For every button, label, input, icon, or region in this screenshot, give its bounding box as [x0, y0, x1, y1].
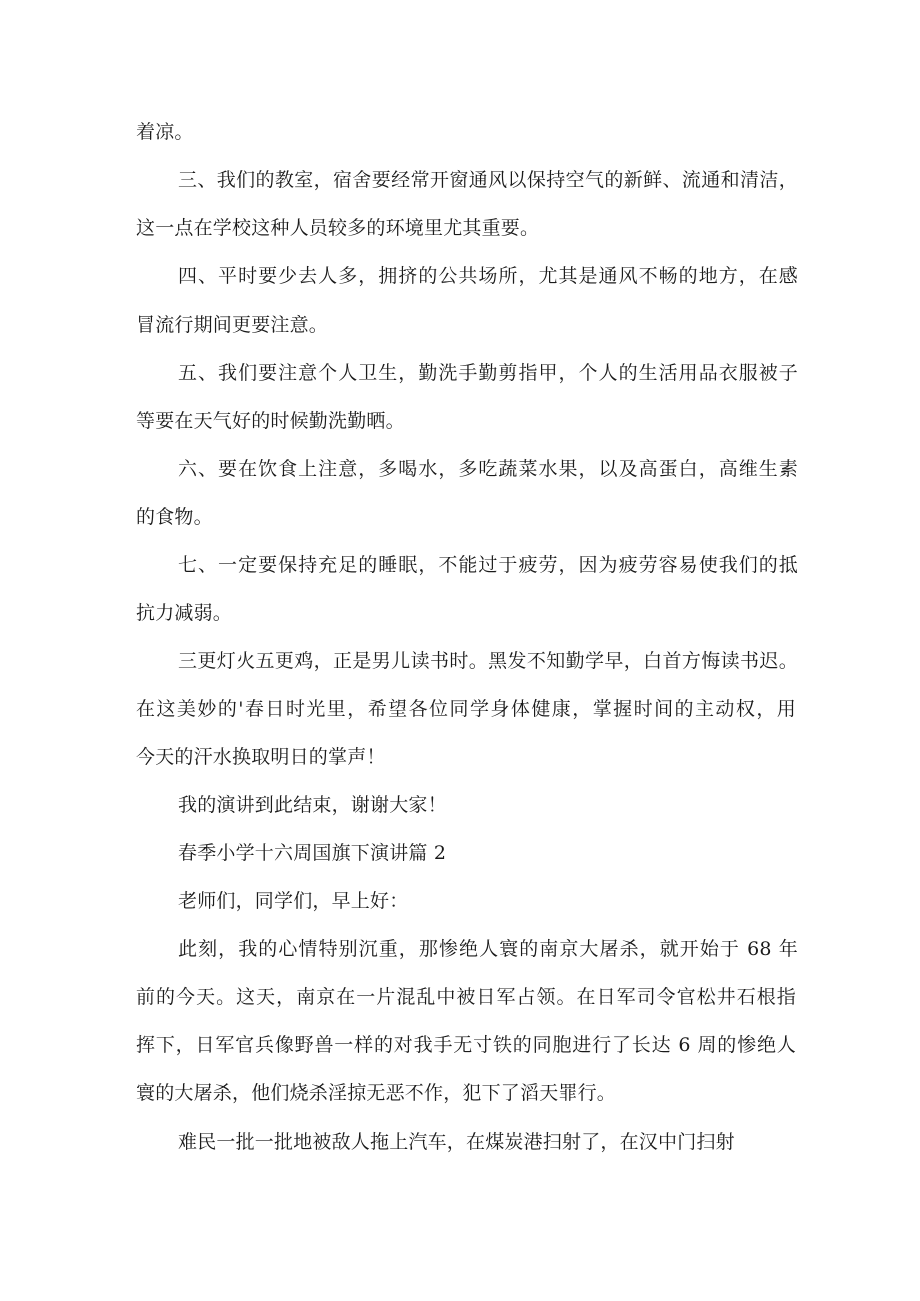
- text-line-12: 三更灯火五更鸡，正是男儿读书时。黑发不知勤学早，白首方悔读书迟。: [178, 650, 798, 672]
- text-line-10: 七、一定要保持充足的睡眠，不能过于疲劳，因为疲劳容易使我们的抵: [178, 554, 798, 576]
- text-line-18: 此刻，我的心情特别沉重，那惨绝人寰的南京大屠杀，就开始于 68 年: [178, 938, 798, 960]
- text-line-22: 难民一批一批地被敌人拖上汽车，在煤炭港扫射了，在汉中门扫射: [178, 1131, 735, 1153]
- text-line-5: 冒流行期间更要注意。: [136, 314, 329, 336]
- text-line-11: 抗力减弱。: [136, 602, 233, 624]
- text-line-14: 今天的汗水换取明日的掌声！: [136, 746, 386, 768]
- section-heading: 春季小学十六周国旗下演讲篇 2: [178, 842, 447, 864]
- text-line-9: 的食物。: [136, 506, 213, 528]
- text-line-8: 六、要在饮食上注意，多喝水，多吃蔬菜水果，以及高蛋白，高维生素: [178, 458, 798, 480]
- text-line-1: 着凉。: [136, 121, 194, 143]
- text-line-2: 三、我们的教室，宿舍要经常开窗通风以保持空气的新鲜、流通和清洁，: [178, 169, 798, 191]
- text-line-19: 前的今天。这天，南京在一片混乱中被日军占领。在日军司令官松井石根指: [136, 986, 796, 1008]
- text-line-15: 我的演讲到此结束，谢谢大家！: [178, 794, 447, 816]
- text-line-21: 寰的大屠杀，他们烧杀淫掠无恶不作，犯下了滔天罪行。: [136, 1082, 617, 1104]
- greeting-line: 老师们，同学们，早上好：: [178, 890, 409, 912]
- text-line-20: 挥下，日军官兵像野兽一样的对我手无寸铁的同胞进行了长达 6 周的惨绝人: [136, 1034, 796, 1056]
- text-line-13: 在这美妙的'春日时光里，希望各位同学身体健康，掌握时间的主动权，用: [136, 698, 796, 720]
- text-line-3: 这一点在学校这种人员较多的环境里尤其重要。: [136, 217, 540, 239]
- text-line-4: 四、平时要少去人多，拥挤的公共场所，尤其是通风不畅的地方，在感: [178, 265, 798, 287]
- text-line-6: 五、我们要注意个人卫生，勤洗手勤剪指甲，个人的生活用品衣服被子: [178, 362, 798, 384]
- text-line-7: 等要在天气好的时候勤洗勤晒。: [136, 410, 405, 432]
